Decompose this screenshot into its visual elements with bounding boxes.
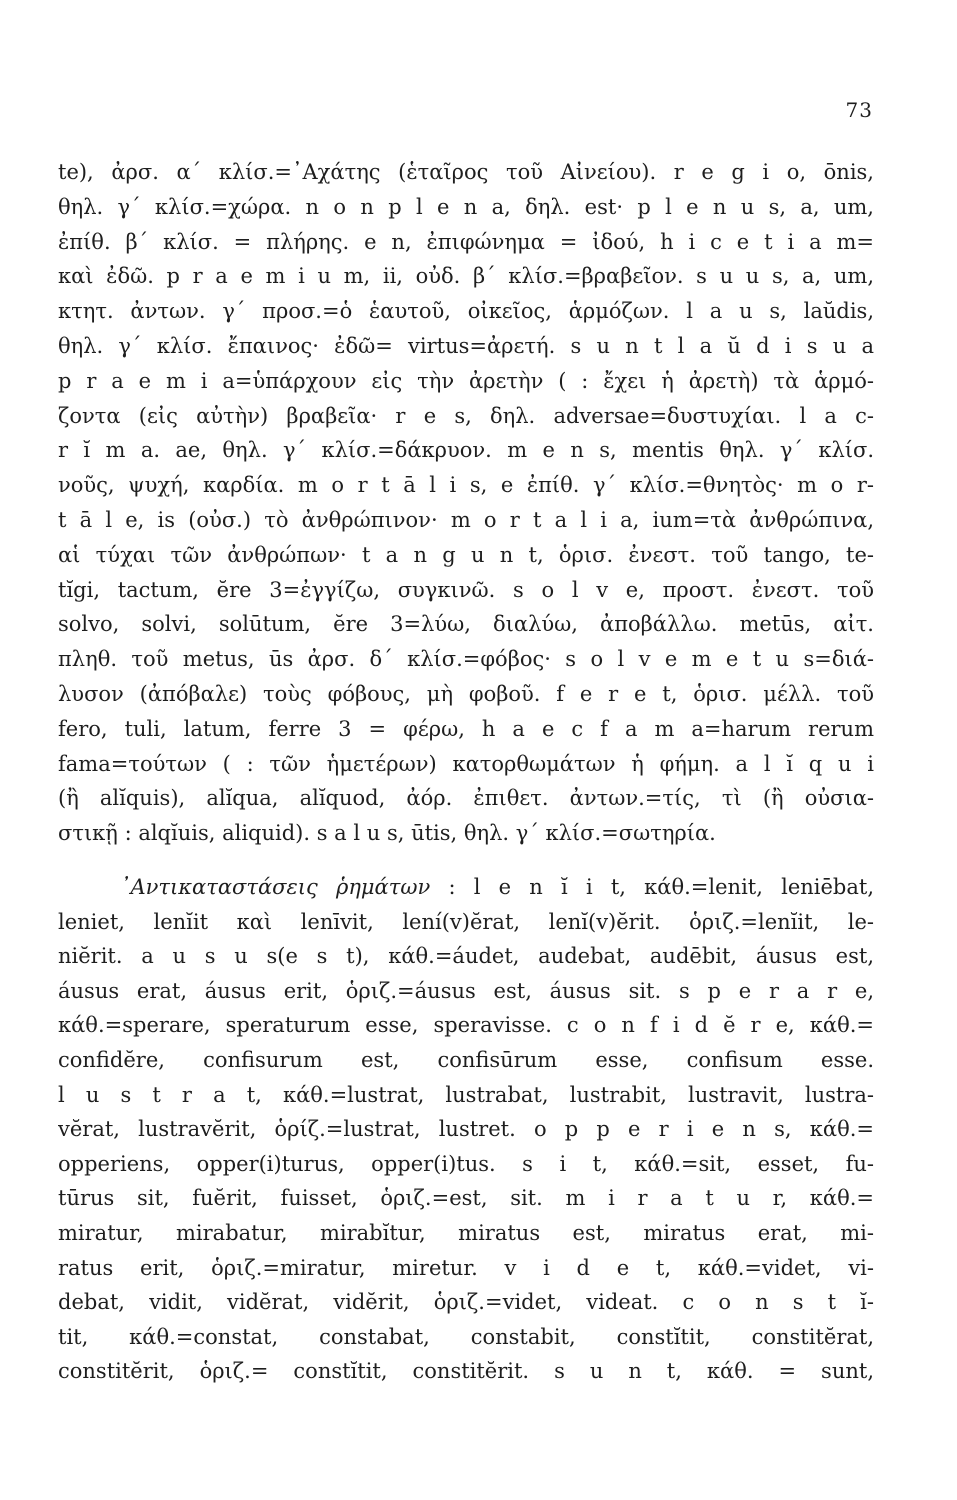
text-line: l u s t r a t, κάθ.=lustrat, lustrabat, lustrabit, lustravit, lustra- — [58, 1082, 874, 1107]
text-line: (ἢ alĭquis), alĭqua, alĭquod, ἀόρ. ἐπιθετ. ἀντων.=τίς, τὶ (ἢ οὐσια- — [58, 786, 874, 811]
text-line: solvo, solvi, solūtum, ĕre 3=λύω, διαλύω, ἀποβάλλω. metūs, αἰτ. — [58, 612, 874, 637]
text-line: constitĕrit, ὁριζ.= constĭtit, constitĕrit. s u n t, κάθ. = sunt, — [58, 1359, 874, 1384]
text-line: tit, κάθ.=constat, constabat, constabit, constĭtit, constitĕrat, — [58, 1324, 874, 1349]
text-line: καὶ ἐδῶ. p r a e m i u m, ii, οὐδ. β΄ κλίσ.=βραβεῖον. s u u s, a, um, — [58, 264, 874, 289]
section-heading: ᾽Αντικαταστάσεις ῥημάτων — [120, 875, 431, 899]
text-line: αἱ τύχαι τῶν ἀνθρώπων· t a n g u n t, ὁρισ. ἐνεστ. τοῦ tango, te- — [58, 542, 874, 567]
text-line: opperiens, opper(i)turus, opper(i)tus. s i t, κάθ.=sit, esset, fu- — [58, 1151, 874, 1176]
paragraph-verb-substitutions — [58, 870, 874, 1389]
heading-line-rest: : l e n ĭ i t, κάθ.=lenit, leniēbat, — [448, 875, 874, 899]
text-line: λυσον (ἀπόβαλε) τοὺς φόβους, μὴ φοβοῦ. f e r e t, ὁρισ. μέλλ. τοῦ — [58, 681, 874, 706]
text-line: debat, vidit, vidĕrat, vidĕrit, ὁριζ.=videt, videat. c o n s t ĭ- — [58, 1290, 874, 1315]
text-line: áusus erat, áusus erit, ὁριζ.=áusus est, áusus sit. s p e r a r e, — [58, 978, 874, 1003]
text-line: niĕrit. a u s u s(e s t), κάθ.=áudet, audebat, audēbit, áusus est, — [58, 944, 874, 969]
text-line: πληθ. τοῦ metus, ūs ἀρσ. δ΄ κλίσ.=φόβος· s o l v e m e t u s=διά- — [58, 647, 874, 672]
text-line: ratus erit, ὁριζ.=miratur, miretur. v i d e t, κάθ.=videt, vi- — [58, 1255, 874, 1280]
text-line: tūrus sit, fuĕrit, fuisset, ὁριζ.=est, sit. m i r a t u r, κάθ.= — [58, 1186, 874, 1211]
text-line: θηλ. γ΄ κλίσ. ἔπαινος· ἐδῶ= virtus=ἀρετή. s u n t l a ŭ d i s u a — [58, 333, 874, 358]
text-line: κτητ. ἀντων. γ΄ προσ.=ὁ ἑαυτοῦ, οἰκεῖος, ἁρμόζων. l a u s, laŭdis, — [58, 299, 874, 324]
text-line: vĕrat, lustravĕrit, ὁρίζ.=lustrat, lustret. o p p e r i e n s, κάθ.= — [58, 1117, 874, 1142]
section-heading-line — [58, 870, 874, 905]
text-line: fero, tuli, latum, ferre 3 = φέρω, h a e c f a m a=harum rerum — [58, 716, 874, 741]
text-line: στικῇ : alqĭuis, aliquid). s a l u s, ūtis, θηλ. γ΄ κλίσ.=σωτηρία. — [58, 821, 716, 846]
text-line: fama=τούτων ( : τῶν ἡμετέρων) κατορθωμάτων ἡ φήμη. a l ĭ q u i — [58, 751, 874, 776]
text-line: leniet, lenĭit καὶ lenīvit, lení(v)ĕrat, lenĭ(v)ĕrit. ὁριζ.=lenĭit, le- — [58, 909, 874, 934]
text-line: κάθ.=sperare, speraturum esse, speravisse. c o n f i d ĕ r e, κάθ.= — [58, 1013, 874, 1038]
text-line: ζοντα (εἰς αὐτὴν) βραβεῖα· r e s, δηλ. adversae=δυστυχίαι. l a c- — [58, 403, 874, 428]
text-line: p r a e m i a=ὑπάρχουν εἰς τὴν ἀρετὴν ( : ἔχει ἡ ἀρετὴ) τὰ ἁρμό- — [58, 368, 874, 393]
text-line: tĭgi, tactum, ĕre 3=ἐγγίζω, συγκινῶ. s o l v e, προστ. ἐνεστ. τοῦ — [58, 577, 874, 602]
text-line: ἐπίθ. β΄ κλίσ. = πλήρης. e n, ἐπιφώνημα = ἰδού, h i c e t i a m= — [58, 229, 874, 254]
text-line: te), ἀρσ. α΄ κλίσ.=᾽Αχάτης (ἑταῖρος τοῦ Αἰνείου). r e g i o, ōnis, — [58, 160, 874, 184]
text-line: miratur, mirabatur, mirabĭtur, miratus est, miratus erat, mi- — [58, 1220, 874, 1245]
text-line: confidĕre, confisurum est, confisūrum esse, confisum esse. — [58, 1047, 874, 1072]
text-line: νοῦς, ψυχή, καρδία. m o r t ā l i s, e ἐπίθ. γ΄ κλίσ.=θνητὸς· m o r- — [58, 473, 874, 498]
page-number: 73 — [845, 98, 873, 122]
text-line: t ā l e, is (οὐσ.) τὸ ἀνθρώπινον· m o r t a l i a, ium=τὰ ἀνθρώπινα, — [58, 507, 874, 532]
text-line: θηλ. γ΄ κλίσ.=χώρα. n o n p l e n a, δηλ. est· p l e n u s, a, um, — [58, 194, 874, 219]
text-line: r ĭ m a. ae, θηλ. γ΄ κλίσ.=δάκρυον. m e n s, mentis θηλ. γ΄ κλίσ. — [58, 438, 874, 463]
paragraph-glossary — [58, 155, 874, 851]
